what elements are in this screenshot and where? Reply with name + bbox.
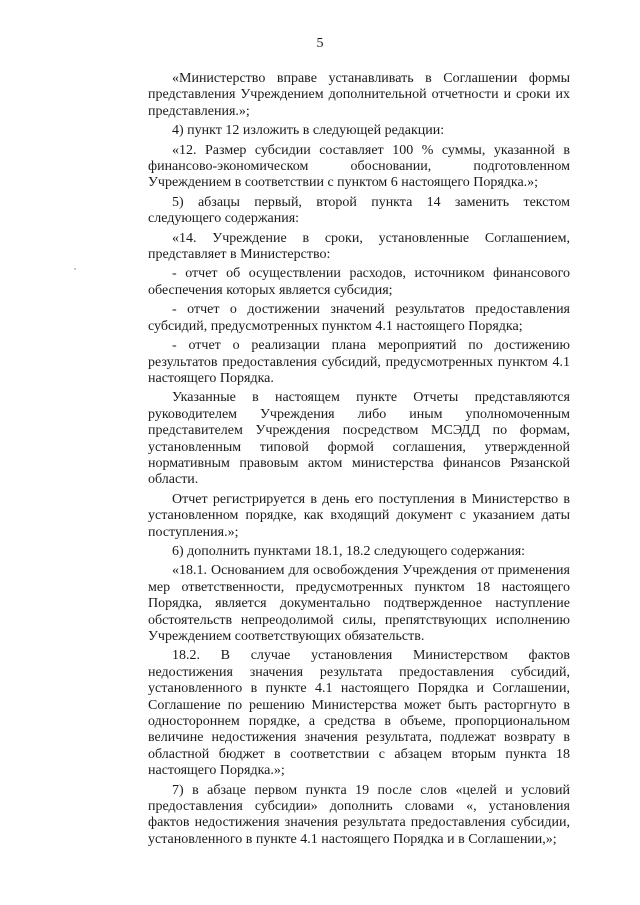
paragraph: 18.2. В случае установления Министерством фактов недостижения значения результата предоставления субсидий, установленного в пункте 4.1 настоящего Порядка и Соглашении, Соглашение по решению Министерства может быть расторгнуто в одностороннем порядке, а средства в объеме, пропорциональном величине недостижения значения результата, подлежат возврату в областной бюджет в соответствии с абзацем вторым пункта 18 настоящего Порядка.»; xyxy=(148,648,570,779)
paragraph: 4) пункт 12 изложить в следующей редакции: xyxy=(172,123,445,139)
paragraph: «Министерство вправе устанавливать в Соглашении формы представления Учреждением дополнительной отчетности и сроки их представления.»; xyxy=(148,71,570,119)
paragraph: 7) в абзаце первом пункта 19 после слов «целей и условий предоставления субсидии» дополнить словами «, установления фактов недостижения значения результата предоставления субсидии, установленного в пункте 4.1 настоящего Порядка и в Соглашении,»; xyxy=(148,782,570,847)
paragraph: «18.1. Основанием для освобождения Учреждения от применения мер ответственности, предусмотренных пунктом 18 настоящего Порядка, является документально подтвержденное наступление обстоятельств непреодолимой силы, препятствующих исполнению Учреждением соответствующих обязательств. xyxy=(148,563,570,644)
list-item: - отчет о достижении значений результатов предоставления субсидий, предусмотренных пунктом 4.1 настоящего Порядка; xyxy=(148,302,570,334)
paragraph: «12. Размер субсидии составляет 100 % суммы, указанной в финансово-экономическом обосновании, подготовленном Учреждением в соответствии с пунктом 6 настоящего Порядка.»; xyxy=(148,142,570,191)
paragraph: 5) абзацы первый, второй пункта 14 заменить текстом следующего содержания: xyxy=(148,194,570,227)
paragraph: 6) дополнить пунктами 18.1, 18.2 следующего содержания: xyxy=(172,543,526,559)
page-number: 5 xyxy=(316,36,324,51)
list-item: - отчет о реализации плана мероприятий по достижению результатов предоставления субсидий, предусмотренных пунктом 4.1 настоящего Порядка. xyxy=(148,338,570,386)
paragraph: «14. Учреждение в сроки, установленные Соглашением, представляет в Министерство: xyxy=(148,230,570,263)
paragraph: Отчет регистрируется в день его поступления в Министерство в установленном порядке, как входящий документ с указанием даты поступления.»; xyxy=(148,491,570,540)
paragraph: Указанные в настоящем пункте Отчеты представляются руководителем Учреждения либо иным уполномоченным представителем Учреждения посредством МСЭДД по формам, установленным типовой формой соглашения, утвержденной нормативным правовым актом министерства финансов Рязанской области. xyxy=(148,390,570,488)
document-body xyxy=(148,71,570,851)
margin-mark xyxy=(74,268,76,270)
list-item: - отчет об осуществлении расходов, источником финансового обеспечения которых является субсидия; xyxy=(148,266,570,298)
